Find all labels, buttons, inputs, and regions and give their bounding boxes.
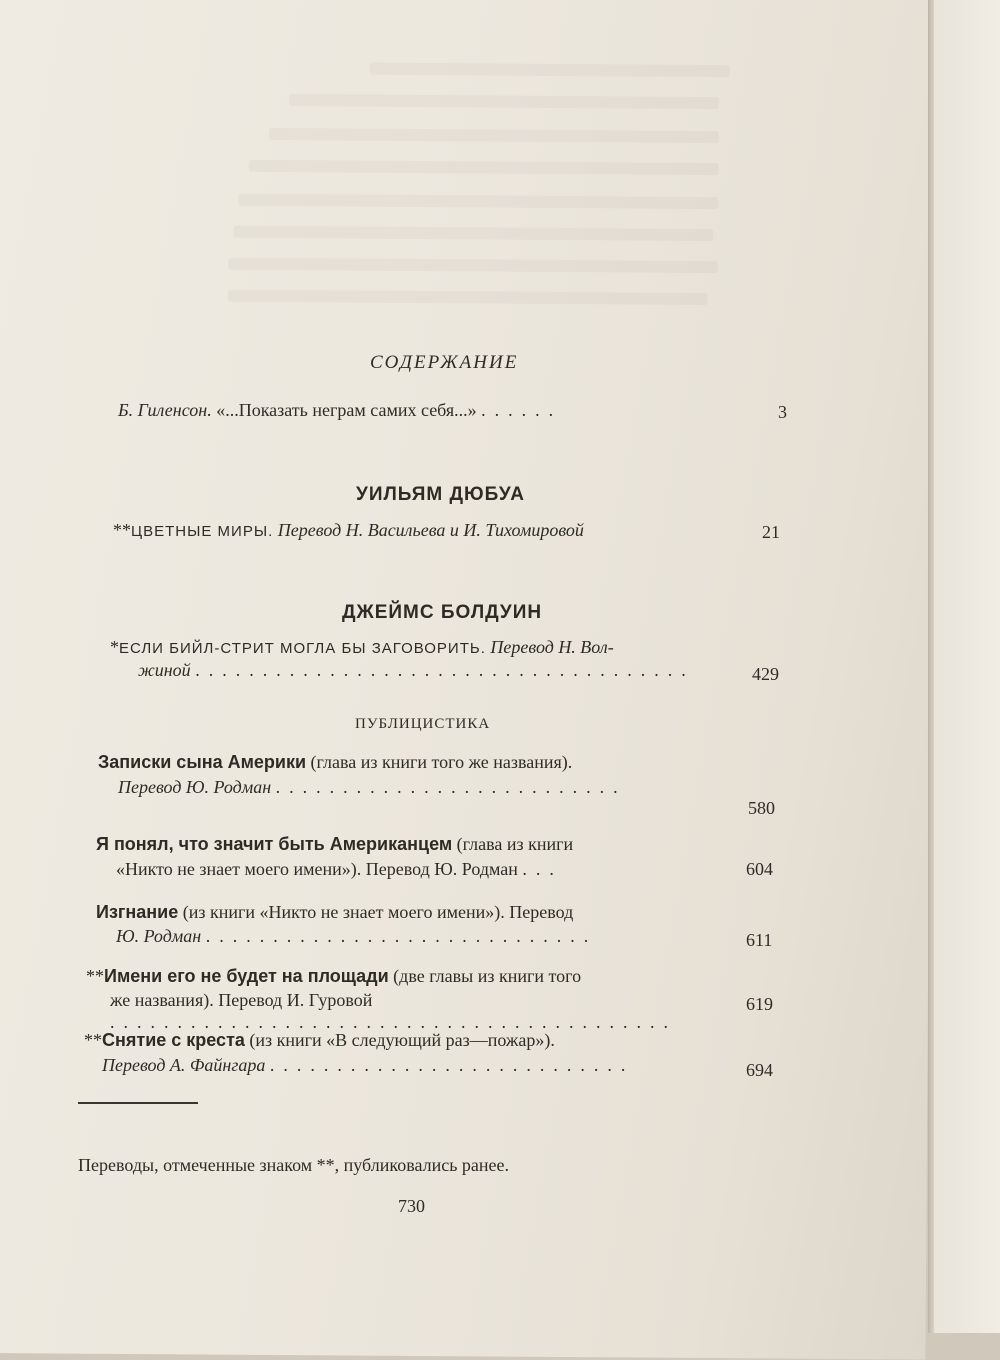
show-through-text	[249, 160, 719, 175]
essay-note: (глава из книги	[456, 834, 574, 854]
toc-entry-intro: Б. Гиленсон. «...Показать неграм самих себя...» ......	[118, 400, 563, 420]
entry-title: ЕСЛИ БИЙЛ-СТРИТ МОГЛА БЫ ЗАГОВОРИТЬ.	[119, 640, 486, 657]
facing-page-edge	[934, 0, 1000, 1333]
toc-entry-essay-1-line2: Перевод Ю. Родман ..........................	[118, 777, 627, 797]
show-through-text	[228, 258, 718, 273]
essay-page: 580	[748, 798, 775, 818]
show-through-text	[369, 63, 729, 78]
essay-note: (из книги «Никто не знает моего имени»). Перевод	[182, 902, 574, 922]
essay-translator: «Никто не знает моего имени»). Перевод Ю. Родман	[116, 859, 518, 879]
intro-page: 3	[778, 402, 787, 422]
show-through-text	[233, 226, 713, 241]
entry-translator-continued: жиной	[138, 660, 191, 680]
toc-entry-essay-1	[98, 752, 572, 773]
essay-title: Записки сына Америки	[98, 752, 307, 772]
entry-translator: Перевод Н. Васильева и И. Тихомировой	[277, 520, 584, 540]
essay-note: (глава из книги того же названия).	[310, 752, 573, 772]
toc-entry-essay-5-line2: Перевод А. Файнгара ...........................	[102, 1055, 635, 1075]
essay-page: 694	[746, 1060, 773, 1080]
author2-name: ДЖЕЙМС БОЛДУИН	[342, 602, 543, 623]
toc-entry-essay-2-line2: «Никто не знает моего имени»). Перевод Ю. Родман ...	[116, 859, 563, 879]
essay-note: (из книги «В следующий раз—пожар»).	[249, 1030, 555, 1050]
show-through-text	[238, 194, 718, 209]
page-number: 730	[398, 1196, 425, 1216]
section-heading: ПУБЛИЦИСТИКА	[355, 716, 491, 732]
show-through-text	[269, 128, 719, 143]
reprint-mark: *	[110, 637, 119, 657]
essay-title: Имени его не будет на площади	[104, 966, 389, 986]
entry-page: 429	[752, 664, 779, 684]
footnote: Переводы, отмеченные знаком **, публиковались ранее.	[78, 1155, 510, 1175]
footnote-rule	[78, 1102, 198, 1104]
essay-page: 604	[746, 859, 773, 879]
entry-title: ЦВЕТНЫЕ МИРЫ.	[131, 523, 274, 540]
intro-author: Б. Гиленсон.	[118, 400, 212, 420]
reprint-mark: **	[86, 966, 104, 986]
show-through-text	[289, 94, 719, 109]
toc-entry-essay-3	[96, 902, 573, 923]
reprint-mark: **	[113, 520, 131, 540]
toc-entry-essay-2	[96, 834, 573, 855]
toc-entry-essay-3-line2: Ю. Родман .............................	[116, 926, 598, 946]
essay-page: 611	[746, 930, 773, 950]
essay-translator: же названия). Перевод И. Гуровой	[110, 990, 373, 1010]
essay-translator: Перевод Ю. Родман	[118, 777, 272, 797]
essay-translator: Перевод А. Файнгара	[102, 1055, 266, 1075]
entry-translator: Перевод Н. Вол-	[490, 637, 614, 657]
entry-page: 21	[762, 522, 780, 542]
essay-title: Изгнание	[96, 902, 179, 922]
author1-name: УИЛЬЯМ ДЮБУА	[356, 484, 525, 505]
essay-translator: Ю. Родман	[116, 926, 202, 946]
intro-title: «...Показать неграм самих себя...»	[216, 400, 477, 420]
toc-entry-beale-street	[110, 637, 614, 658]
show-through-text	[228, 290, 708, 305]
toc-entry-essay-4-line2	[110, 990, 372, 1011]
toc-entry-color-worlds	[113, 520, 584, 541]
toc-title: СОДЕРЖАНИЕ	[370, 352, 519, 373]
essay-note: (две главы из книги того	[393, 966, 582, 986]
essay-page: 619	[746, 994, 773, 1014]
reprint-mark: **	[84, 1030, 102, 1050]
essay-title: Я понял, что значит быть Американцем	[96, 834, 453, 854]
essay-title: Снятие с креста	[102, 1030, 245, 1050]
essay-4-leader: ..........................................	[110, 1012, 677, 1032]
toc-entry-beale-street-line2: жиной .....................................	[138, 660, 695, 680]
toc-entry-essay-5	[84, 1030, 555, 1051]
toc-entry-essay-4	[86, 966, 581, 987]
